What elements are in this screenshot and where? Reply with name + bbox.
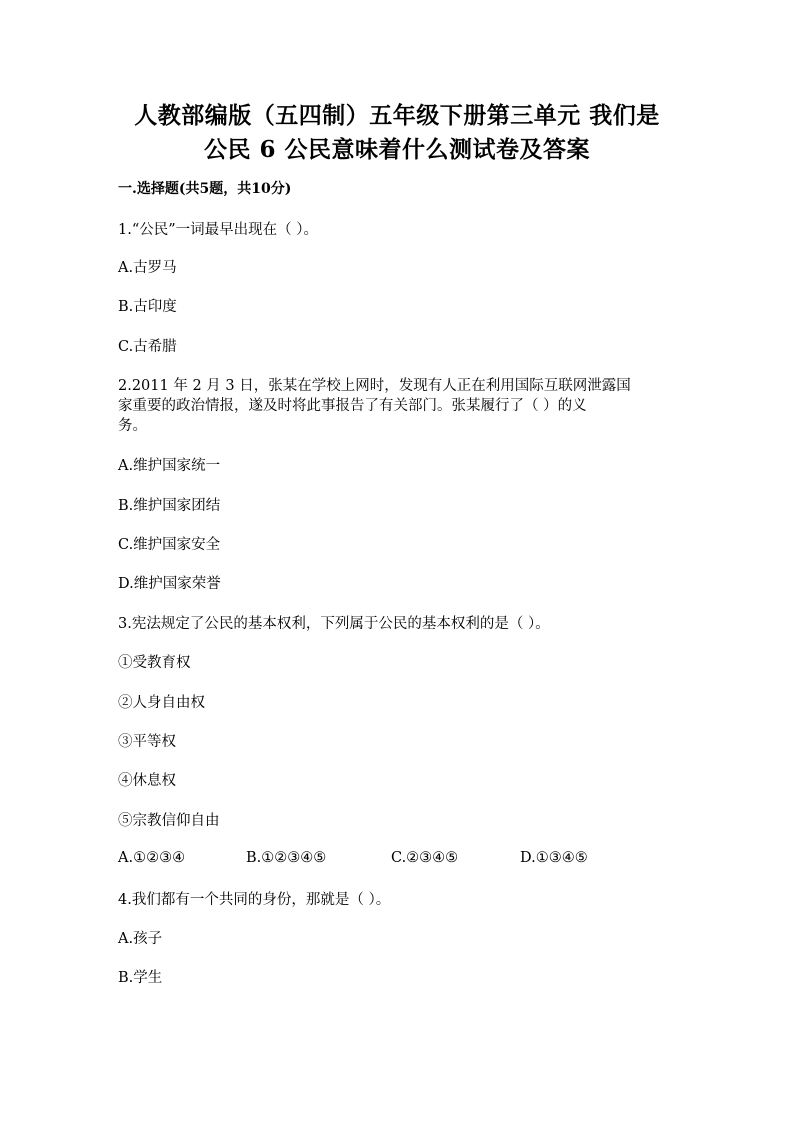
question-3-item-4: ④休息权 (118, 773, 176, 789)
question-2-option-b: B.维护国家团结 (118, 498, 221, 514)
question-4-option-b: B.学生 (118, 970, 163, 986)
page-title-line-2: 公民 6 公民意味着什么测试卷及答案 (203, 136, 591, 163)
question-3-option-b: B.①②③④⑤ (246, 850, 327, 866)
question-3-option-c: C.②③④⑤ (391, 850, 459, 866)
question-3-stem: 3.宪法规定了公民的基本权利，下列属于公民的基本权利的是（ ）。 (118, 616, 550, 632)
question-2-stem-line: 家重要的政治情报，遂及时将此事报告了有关部门。张某履行了（ ）的义 (118, 398, 587, 414)
question-2-option-a: A.维护国家统一 (118, 458, 221, 474)
question-1-option-c: C.古希腊 (118, 339, 177, 355)
question-3-option-a: A.①②③④ (118, 850, 186, 866)
question-2-stem (118, 376, 674, 436)
question-3-option-d: D.①③④⑤ (520, 850, 588, 866)
question-1-stem: 1.“公民”一词最早出现在（ ）。 (118, 222, 319, 238)
question-3-item-3: ③平等权 (118, 734, 176, 750)
question-2-option-c: C.维护国家安全 (118, 537, 221, 553)
question-2-stem-line: 2.2011 年 2 月 3 日，张某在学校上网时，发现有人正在利用国际互联网泄露国 (118, 378, 631, 394)
question-3-item-1: ①受教育权 (118, 655, 191, 671)
page-title-line-1: 人教部编版（五四制）五年级下册第三单元 我们是 (134, 102, 660, 129)
question-1-option-b: B.古印度 (118, 299, 177, 315)
question-4-option-a: A.孩子 (118, 931, 163, 947)
question-3-options-row (118, 850, 674, 870)
section-heading: 一.选择题(共5题，共10分) (118, 181, 292, 197)
question-3-item-5: ⑤宗教信仰自由 (118, 813, 220, 829)
question-2-stem-line: 务。 (118, 418, 147, 434)
question-1-option-a: A.古罗马 (118, 260, 177, 276)
question-2-option-d: D.维护国家荣誉 (118, 576, 221, 592)
question-4-stem: 4.我们都有一个共同的身份，那就是（ ）。 (118, 892, 391, 908)
question-3-item-2: ②人身自由权 (118, 695, 205, 711)
